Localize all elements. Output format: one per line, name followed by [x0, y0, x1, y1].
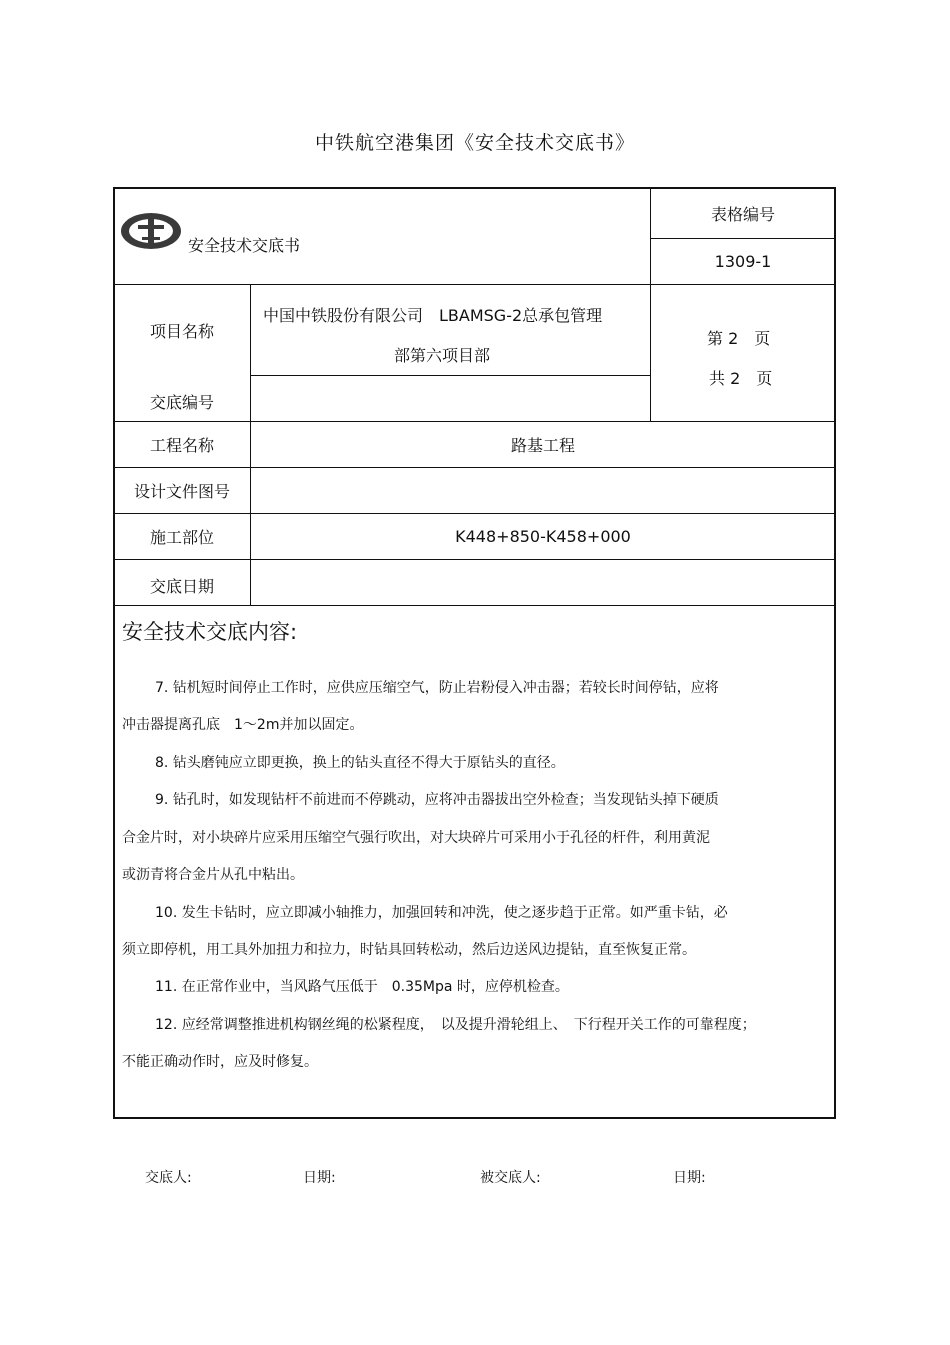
construction-part: K448+850-K458+000 [455, 527, 631, 546]
project-name-line2: 部第六项目部 [394, 346, 491, 365]
engineering-name: 路基工程 [510, 436, 575, 455]
briefing-date [251, 560, 835, 605]
content-line: 不能正确动作时，应及时修复。 [122, 1054, 318, 1070]
content-line: 合金片时，对小块碎片应采用压缩空气强行吹出，对大块碎片可采用小于孔径的杆件，利用黄泥 [122, 830, 710, 846]
form-no: 1309-1 [714, 252, 772, 271]
briefing-no [251, 376, 650, 421]
content-heading: 安全技术交底内容: [122, 620, 298, 644]
content-line: 7. 钻机短时间停止工作时，应供应压缩空气，防止岩粉侵入冲击器；若较长时间停钻，应将 [155, 680, 719, 696]
briefing-no-label: 交底编号 [149, 393, 214, 412]
project-name-line1: 中国中铁股份有限公司 LBAMSG-2总承包管理 [263, 306, 603, 325]
engineering-name-label: 工程名称 [149, 436, 214, 455]
content-line: 或沥青将合金片从孔中粘出。 [122, 867, 304, 883]
project-name-label: 项目名称 [149, 321, 214, 341]
design-doc-label: 设计文件图号 [133, 482, 230, 501]
page-total: 共 2 页 [709, 369, 773, 388]
date-label: 日期: [673, 1170, 706, 1186]
content-line: 9. 钻孔时，如发现钻杆不前进而不停跳动，应将冲击器拔出空外检查；当发现钻头掉下硬质 [155, 792, 719, 808]
design-doc [251, 468, 835, 513]
company-logo-icon [120, 210, 182, 252]
content-line: 10. 发生卡钻时，应立即减小轴推力，加强回转和冲洗，使之逐步趋于正常。如严重卡钻，必 [155, 905, 728, 921]
content-line: 11. 在正常作业中，当风路气压低于 0.35Mpa 时，应停机检查。 [155, 979, 569, 995]
briefing-date-label: 交底日期 [149, 577, 214, 596]
briefer-label: 交底人: [145, 1170, 192, 1186]
content-line: 8. 钻头磨钝应立即更换，换上的钻头直径不得大于原钻头的直径。 [155, 755, 565, 771]
construction-part-label: 施工部位 [149, 528, 214, 547]
date-label: 日期: [303, 1170, 336, 1186]
content-line: 须立即停机，用工具外加扭力和拉力，时钻具回转松动，然后边送风边提钻，直至恢复正常。 [122, 942, 696, 958]
page-title: 中铁航空港集团《安全技术交底书》 [314, 132, 635, 154]
page-current: 第 2 页 [707, 329, 771, 348]
content-line: 12. 应经常调整推进机构钢丝绳的松紧程度， 以及提升滑轮组上、 下行程开关工作的可靠程度； [155, 1017, 756, 1033]
receiver-label: 被交底人: [480, 1170, 541, 1186]
doc-name: 安全技术交底书 [188, 236, 301, 255]
content-line: 冲击器提离孔底 1～2m并加以固定。 [122, 717, 364, 733]
form-no-label: 表格编号 [710, 205, 775, 224]
